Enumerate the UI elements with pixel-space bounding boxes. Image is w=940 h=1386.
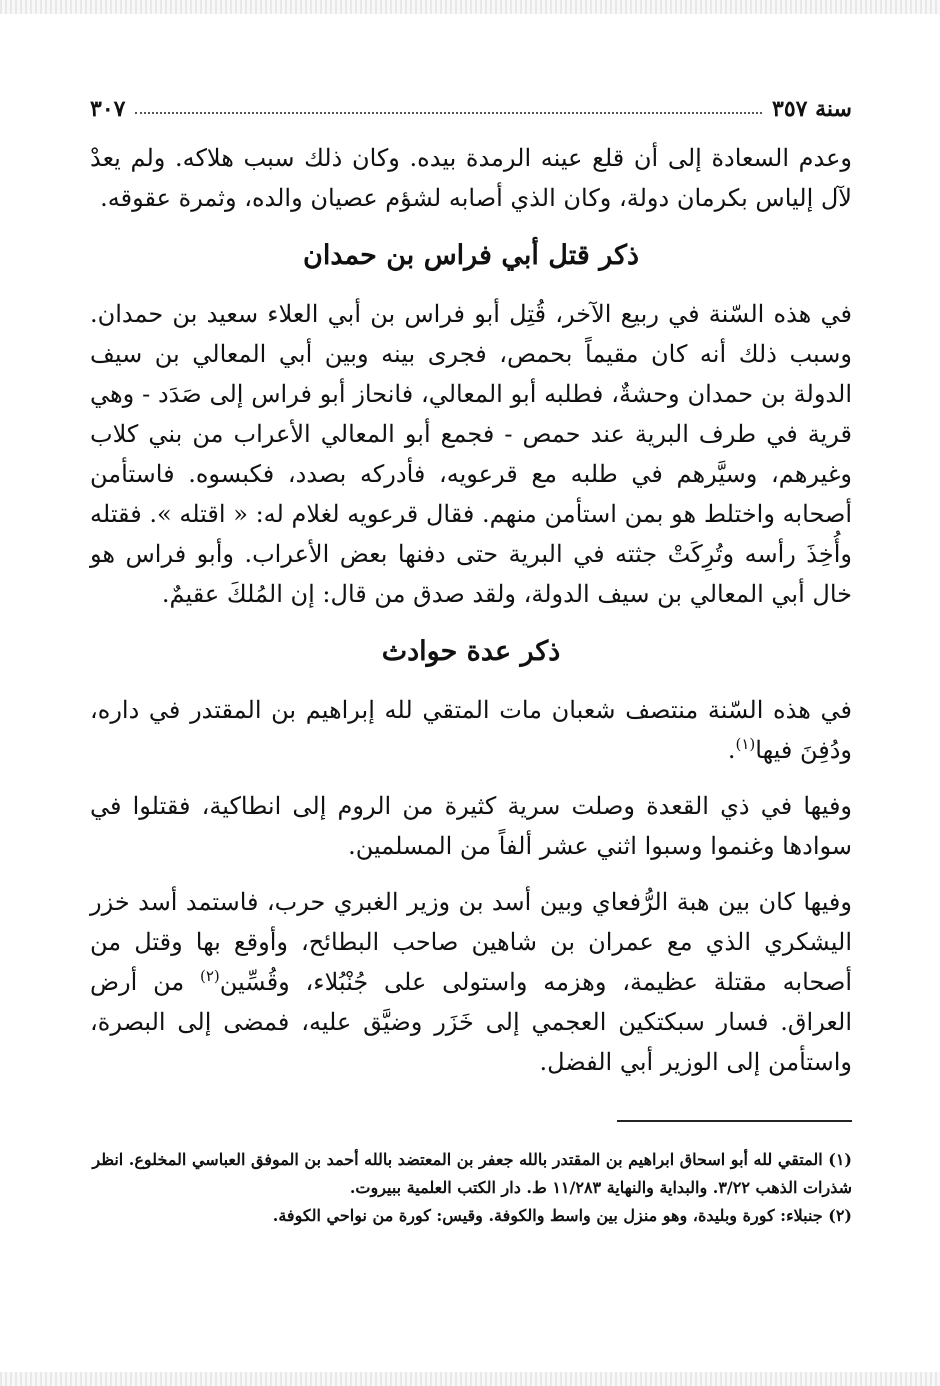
header-dotted-leader: [135, 112, 762, 114]
paragraph-asad-end: من أرض العراق. فسار سبكتكين العجمي إلى خَزَر وضيَّق عليه، فمضى إلى البصرة، واستأمن إلى الوزير أبي الفضل.: [90, 968, 852, 1076]
paragraph-asad-text: وفيها كان بين هبة الرُّفعاي وبين أسد بن وزير الغبري حرب، فاستمد أسد خزر اليشكري الذي مع عمران بن شاهين صاحب البطائح، وأوقع بها وقتل من أصحابه مقتلة عظيمة، وهزمه واستولى على جُنْبُلاء، وقُسِّين: [90, 888, 852, 996]
paragraph-asad: [90, 882, 852, 1082]
section-heading-abu-firas: ذكر قتل أبي فراس بن حمدان: [303, 240, 639, 271]
page-number: ٣٠٧: [90, 96, 126, 122]
footnote-1: (١) المتقي لله أبو اسحاق ابراهيم بن المقتدر بالله جعفر بن المعتضد بالله أحمد بن الموفق العباسي المخلوع. انظر شذرات الذهب ٣/٢٢. والبداية والنهاية ١١/٢٨٣ ط. دار الكتب العلمية ببيروت.: [92, 1150, 852, 1197]
footnote-divider: [617, 1120, 852, 1122]
footnote-ref-1[interactable]: (١): [735, 735, 756, 753]
paragraph-muttaqi: [90, 690, 852, 770]
scan-edge-top: [0, 0, 940, 14]
intro-paragraph: وعدم السعادة إلى أن قلع عينه الرمدة بيده. وكان ذلك سبب هلاكه. ولم يعدْ لآل إلياس بكرمان دولة، وكان الذي أصابه لشؤم عصيان والده، وثمرة عقوقه.: [90, 144, 852, 212]
footnote-2: (٢) جنبلاء: كورة وبليدة، وهو منزل بين واسط والكوفة. وقيس: كورة من نواحي الكوفة.: [272, 1206, 852, 1225]
paragraph-muttaqi-text: في هذه السّنة منتصف شعبان مات المتقي لله إبراهيم بن المقتدر في داره، ودُفِنَ فيها: [90, 696, 852, 764]
paragraph-muttaqi-end: .: [727, 736, 736, 764]
header-year-title: سنة ٣٥٧: [772, 96, 852, 122]
scan-edge-bottom: [0, 1372, 940, 1386]
running-header: [90, 82, 852, 122]
paragraph-abu-firas: في هذه السّنة في ربيع الآخر، قُتِل أبو فراس بن أبي العلاء سعيد بن حمدان. وسبب ذلك أنه كان مقيماً بحمص، فجرى بينه وبين أبي المعالي بن سيف الدولة بن حمدان وحشةٌ، فطلبه أبو المعالي، فانحاز أبو فراس إلى صَدَد - وهي قرية في طرف البرية عند حمص - فجمع أبو المعالي الأعراب من بني كلاب وغيرهم، وسيَّرهم في طلبه مع قرعويه، فأدركه بصدد، فكبسوه. فاستأمن أصحابه واختلط هو بمن استأمن منهم. فقال قرعويه لغلام له: « اقتله ». فقتله وأُخِذَ رأسه وتُرِكَتْ جثته في البرية حتى دفنها بعض الأعراب. وأبو فراس هو خال أبي المعالي بن سيف الدولة، ولقد صدق من قال: إن المُلكَ عقيمٌ.: [90, 300, 852, 608]
paragraph-antioch: وفيها في ذي القعدة وصلت سرية كثيرة من الروم إلى انطاكية، فقتلوا في سوادها وغنموا وسبوا اثني عشر ألفاً من المسلمين.: [90, 792, 852, 860]
footnote-ref-2[interactable]: (٢): [200, 967, 220, 985]
section-heading-events: ذكر عدة حوادث: [381, 636, 561, 667]
book-page: [90, 82, 852, 1230]
